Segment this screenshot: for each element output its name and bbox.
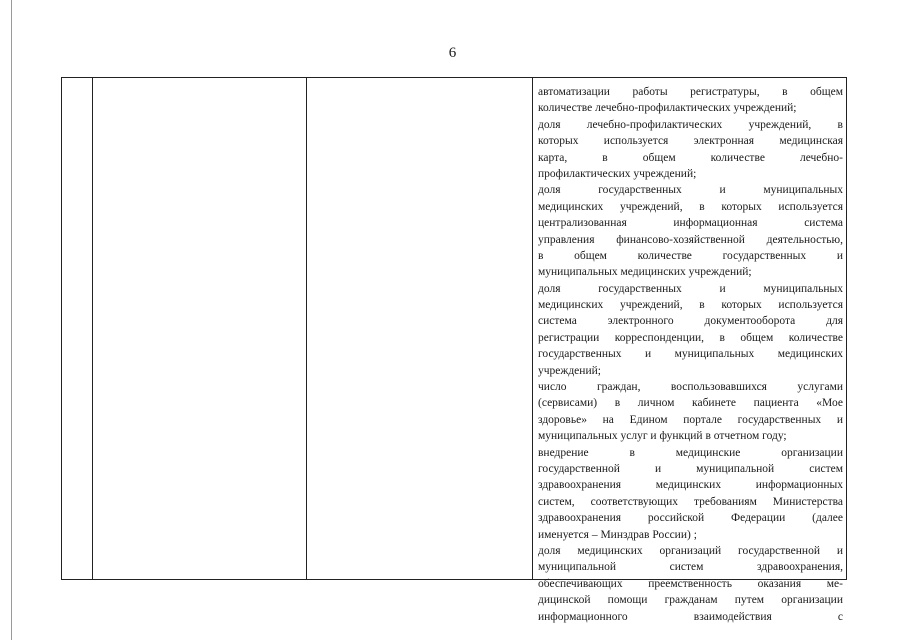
cell-text-line: государственной и муниципальной систем: [538, 462, 843, 475]
cell-text-line: карта, в общем количестве лечебно-: [538, 151, 843, 164]
page-number: 6: [448, 45, 457, 61]
cell-text-line: государственных и муниципальных медицинских: [538, 348, 843, 361]
page-margin-line: [11, 0, 12, 640]
cell-text-line: в общем количестве государственных и: [538, 249, 843, 262]
table-column-divider-1: [92, 78, 93, 579]
cell-text-line: управления финансово-хозяйственной деятельностью,: [538, 233, 843, 246]
table-cell-indicators: [538, 84, 843, 625]
cell-text-line: муниципальных услуг и функций в отчетном году;: [538, 430, 787, 443]
cell-text-line: количестве лечебно-профилактических учреждений;: [538, 102, 797, 115]
cell-text-line: здравоохранения медицинских информационных: [538, 479, 843, 492]
cell-text-line: учреждений;: [538, 364, 601, 377]
cell-text-line: централизованная информационная система: [538, 217, 843, 230]
cell-text-line: обеспечивающих преемственность оказания ме-: [538, 577, 843, 590]
cell-text-line: муниципальных медицинских учреждений;: [538, 266, 752, 279]
cell-text-line: доля лечебно-профилактических учреждений, в: [538, 118, 843, 131]
cell-text-line: доля государственных и муниципальных: [538, 184, 843, 197]
document-table: [61, 77, 847, 623]
cell-text-line: автоматизации работы регистратуры, в общем: [538, 86, 843, 98]
cell-text-line: муниципальной систем здравоохранения,: [538, 561, 843, 574]
cell-text-line: доля медицинских организаций государственной и: [538, 544, 843, 557]
cell-text-line: здравоохранения российской Федерации (далее: [538, 512, 843, 525]
cell-text-line: здоровье» на Едином портале государственных и: [538, 413, 843, 426]
cell-text-line: которых используется электронная медицинская: [538, 135, 843, 148]
table-column-divider-2: [306, 78, 307, 579]
cell-text-line: медицинских учреждений, в которых используется: [538, 299, 843, 312]
cell-text-line: доля государственных и муниципальных: [538, 282, 843, 295]
cell-text-line: число граждан, воспользовавшихся услугами: [538, 381, 843, 394]
cell-text-line: медицинских учреждений, в которых используется: [538, 200, 843, 213]
cell-text-line: регистрации корреспонденции, в общем количестве: [538, 331, 843, 344]
cell-text-line: дицинской помощи гражданам путем организации: [538, 594, 843, 607]
cell-text-line: (сервисами) в личном кабинете пациента «Мое: [538, 397, 843, 410]
cell-text-line: профилактических учреждений;: [538, 167, 697, 180]
table-column-divider-3: [532, 78, 533, 579]
cell-text-line: систем, соответствующих требованиям Министерства: [538, 495, 843, 508]
cell-text-line: внедрение в медицинские организации: [538, 446, 843, 459]
cell-text-line: информационного взаимодействия с: [538, 610, 843, 623]
cell-text-line: система электронного документооборота для: [538, 315, 843, 328]
cell-text-line: именуется – Минздрав России) ;: [538, 528, 697, 541]
